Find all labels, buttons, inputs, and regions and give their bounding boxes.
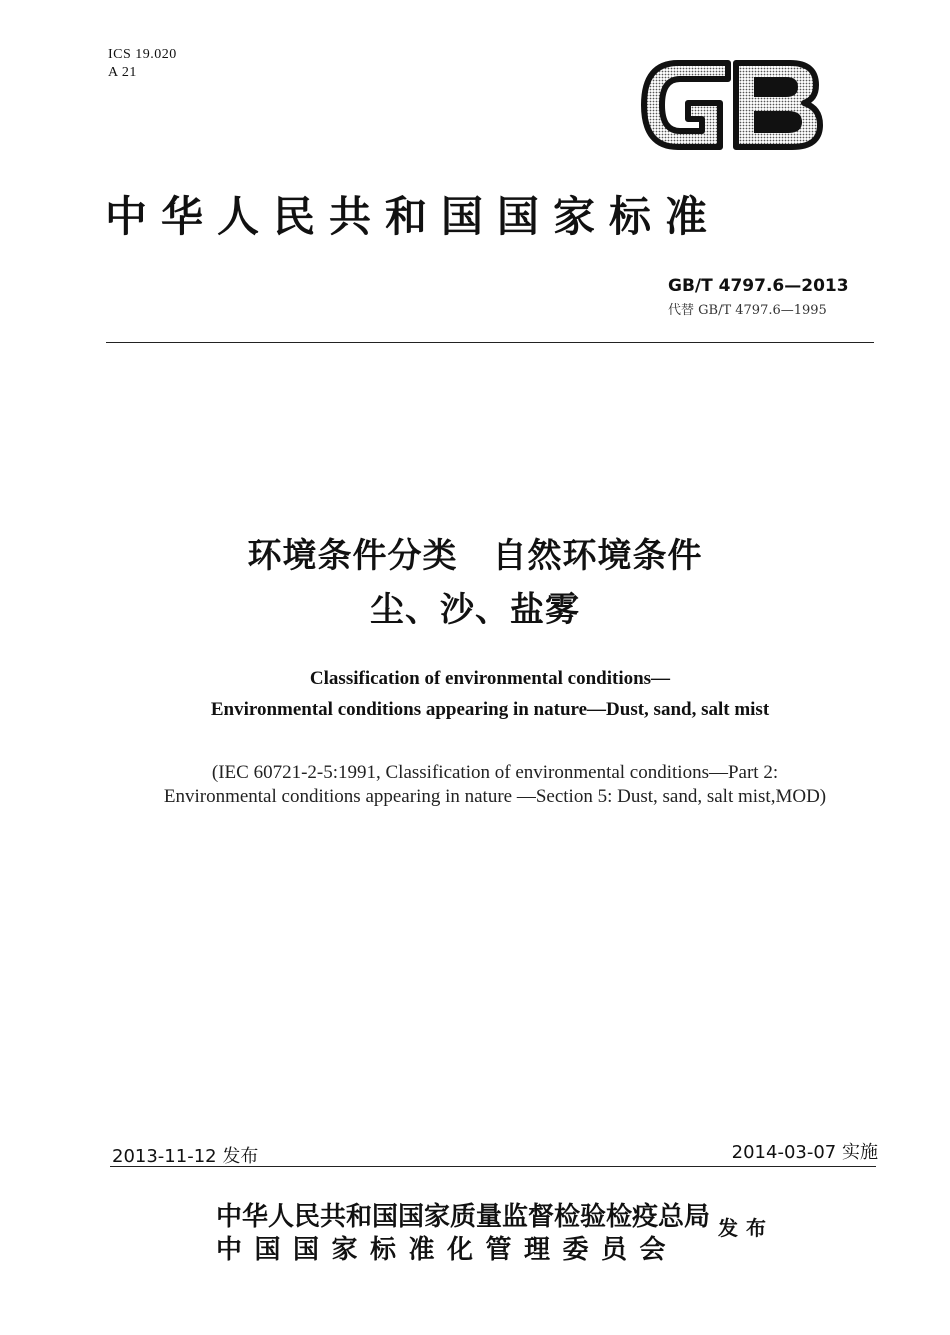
class-code: A 21 (108, 65, 137, 80)
publish-label: 发布 (718, 1216, 774, 1240)
national-standard-title: 中华人民共和国国家标准 (105, 192, 722, 241)
footer-divider (110, 1166, 876, 1167)
english-title-line2: Environmental conditions appearing in nature—Dust, sand, salt mist (210, 699, 770, 720)
gb-logo-g (644, 63, 728, 147)
gb-logo-b (736, 63, 820, 147)
chinese-title-line2: 尘、沙、盐雾 (370, 590, 580, 630)
iec-reference-line1: (IEC 60721-2-5:1991, Classification of environmental conditions—Part 2: (211, 762, 779, 783)
ics-code: ICS 19.020 (108, 47, 177, 62)
issuer-aqsiq: 中华人民共和国国家质量监督检验检疫总局 (216, 1202, 711, 1232)
english-title-line1: Classification of environmental conditions— (309, 668, 671, 689)
issuer-sac: 中国国家标准化管理委员会 (216, 1235, 679, 1265)
iec-reference-line2: Environmental conditions appearing in nature —Section 5: Dust, sand, salt mist,MOD) (163, 786, 827, 807)
gb-logo (640, 55, 825, 155)
ics-classification (108, 46, 177, 82)
effective-date: 2014-03-07 实施 (731, 1142, 878, 1163)
standard-number: GB/T 4797.6—2013 (668, 276, 849, 296)
replaced-standard: 代替 GB/T 4797.6—1995 (668, 303, 827, 318)
chinese-title-line1: 环境条件分类 自然环境条件 (247, 536, 703, 576)
header-divider (106, 342, 874, 343)
issue-date: 2013-11-12 发布 (112, 1146, 259, 1167)
